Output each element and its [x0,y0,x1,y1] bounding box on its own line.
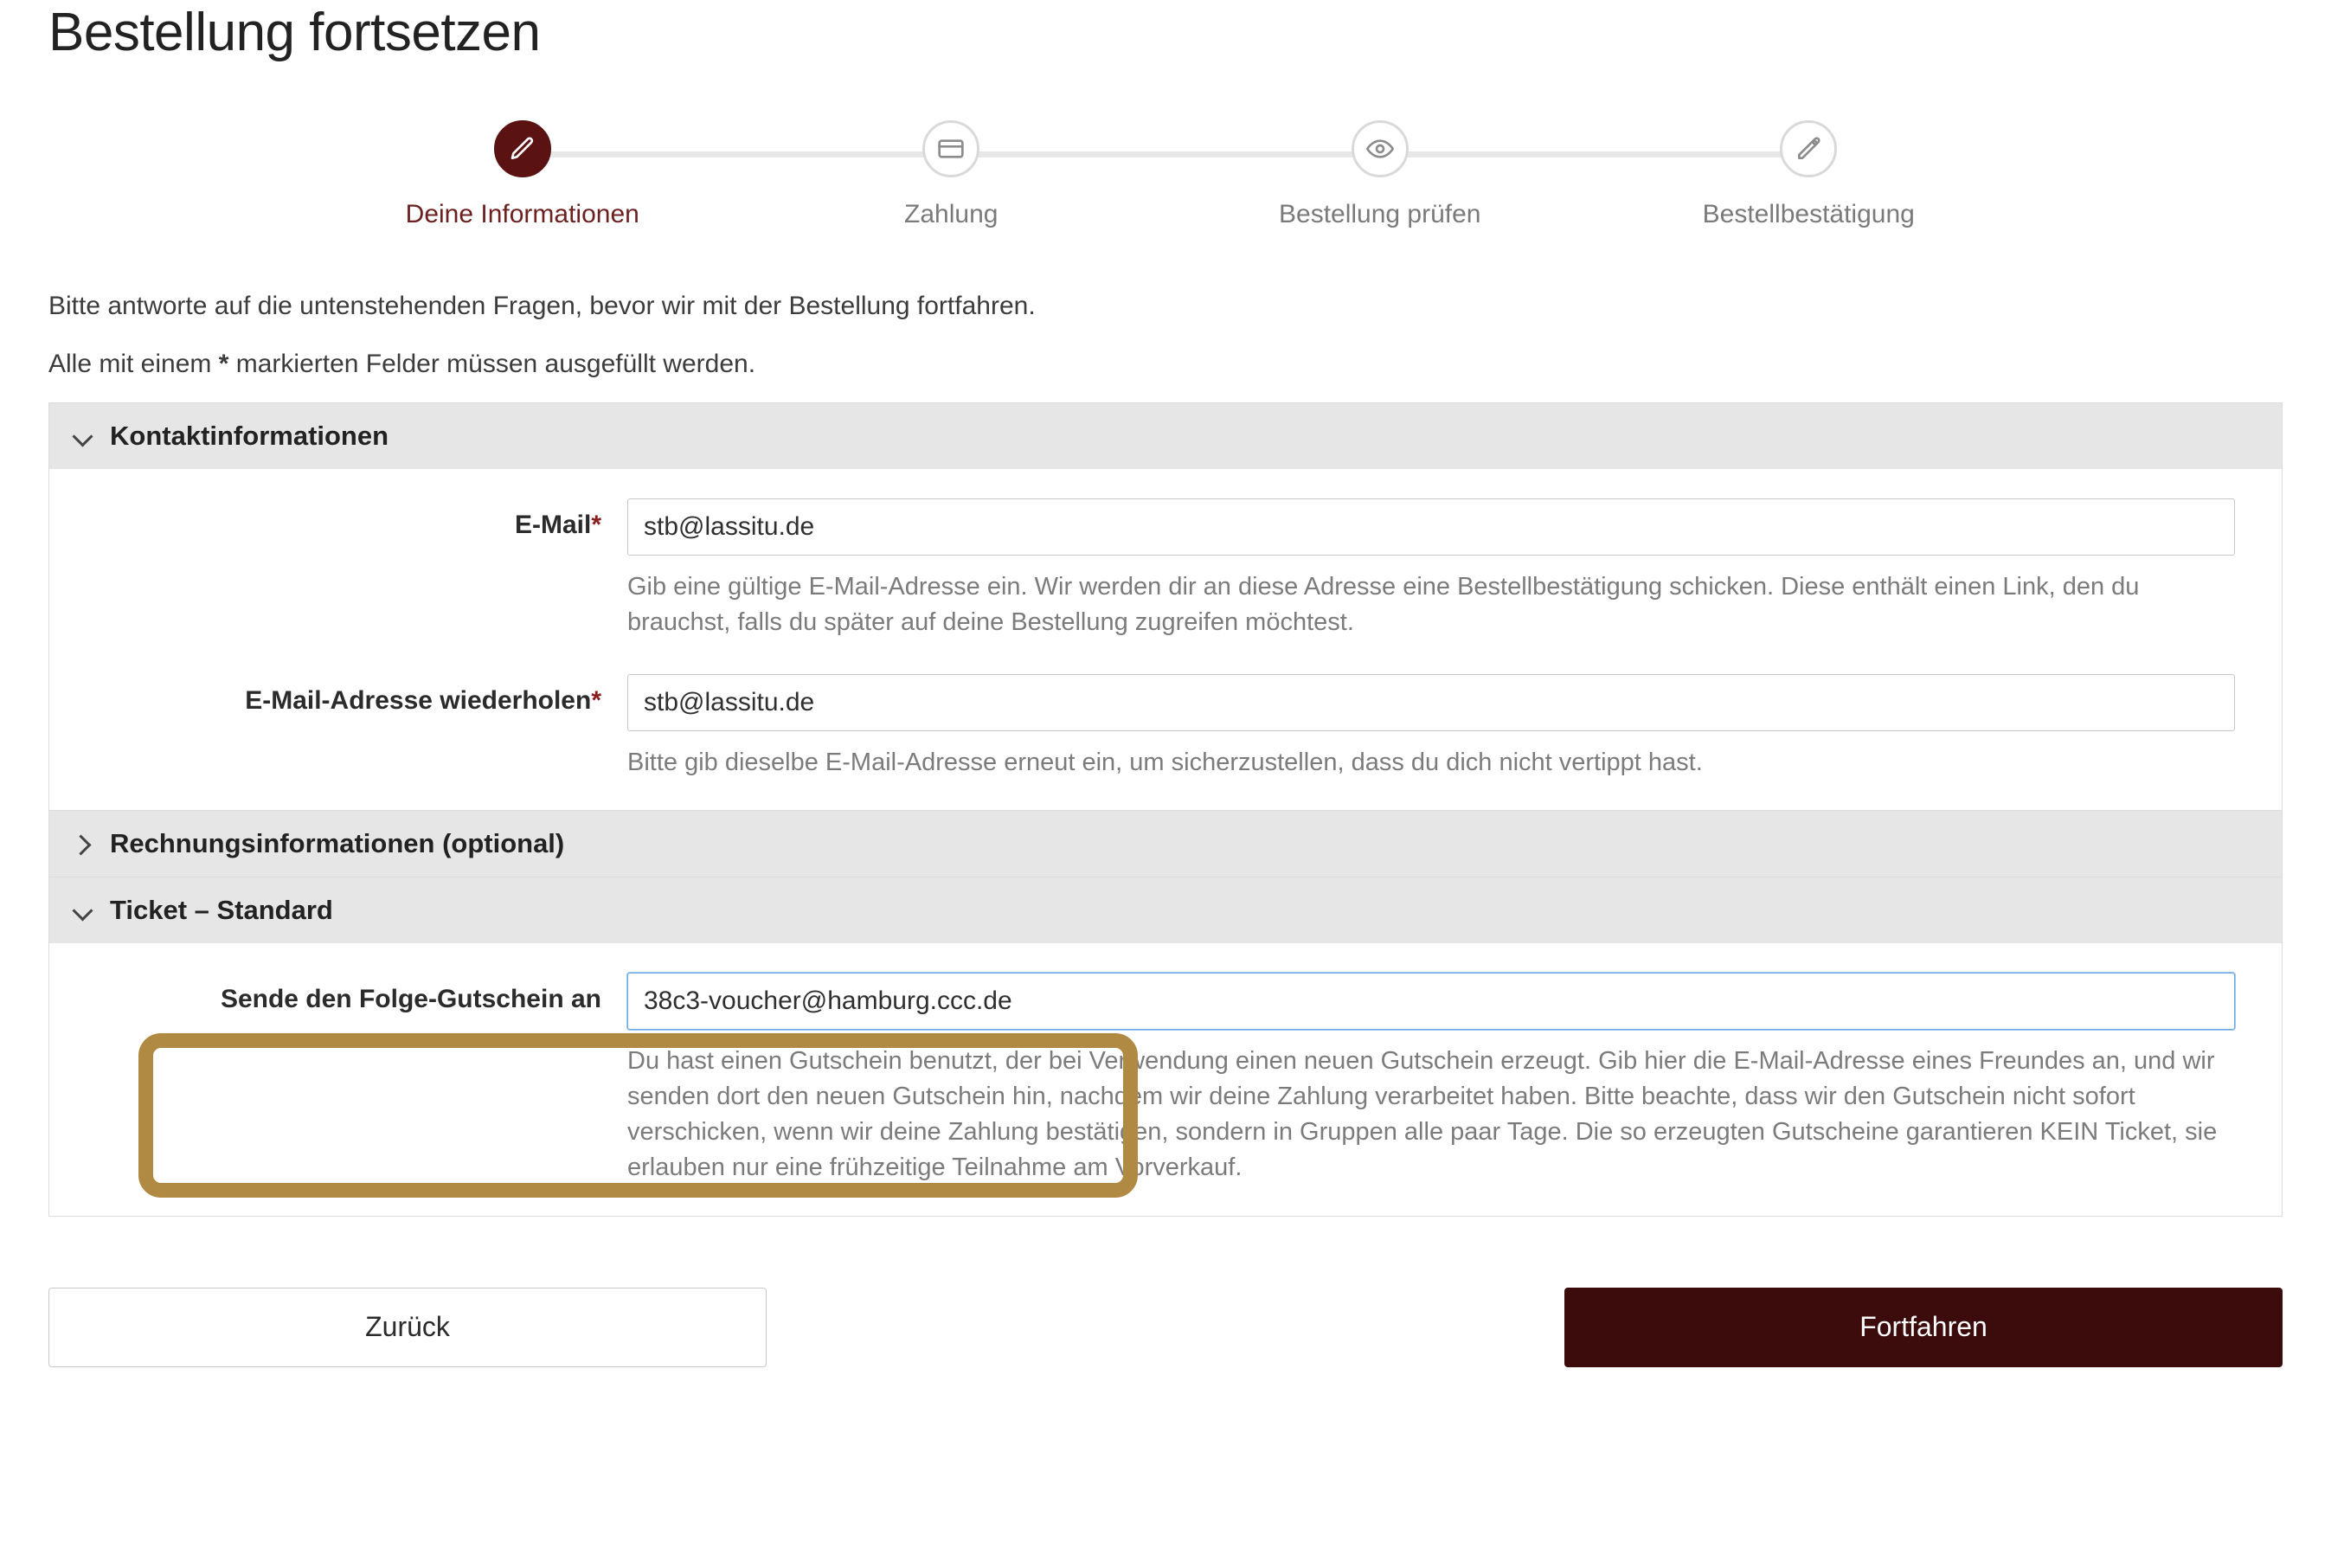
continue-button[interactable]: Fortfahren [1564,1288,2283,1367]
page-title: Bestellung fortsetzen [48,3,541,62]
email-help-text: Gib eine gültige E-Mail-Adresse ein. Wir werden dir an diese Adresse eine Bestellbestätigung schicken. Diese enthält einen Link, den du brauchst, falls du später auf deine Bestellung zugreifen möchtest. [627,573,2140,637]
section-header-kontaktinformationen[interactable] [49,403,2282,469]
chevron-down-icon [74,902,91,919]
field-email-repeat [49,674,2282,781]
chevron-down-icon [74,427,91,445]
step-zahlung[interactable] [737,120,1166,229]
step-deine-informationen[interactable] [308,120,737,229]
section-header-rechnungsinformationen[interactable] [49,811,2282,877]
section-title: Ticket – Standard [110,894,333,925]
required-asterisk: * [218,350,229,379]
required-asterisk: * [591,685,601,715]
step-label: Deine Informationen [405,200,639,229]
field-folge-gutschein [49,973,2282,1186]
label-text: E-Mail [514,511,592,540]
intro-line-1: Bitte antworte auf die untenstehenden Fragen, bevor wir mit der Bestellung fortfahren. [48,292,1036,321]
pencil-icon [494,120,551,177]
step-label: Bestellung prüfen [1279,200,1481,229]
voucher-email-input[interactable] [627,973,2235,1030]
intro-text [48,286,2283,383]
step-bestellbestaetigung[interactable] [1595,120,2024,229]
field-control-email-repeat [627,674,2257,781]
field-control-folge-gutschein [627,973,2257,1186]
field-label-folge-gutschein: Sende den Folge-Gutschein an [220,984,601,1013]
section-title: Kontaktinformationen [110,421,389,452]
section-body-kontaktinformationen [49,469,2282,810]
intro-line-2-after: markierten Felder müssen ausgefüllt werden. [228,350,756,379]
email-input[interactable] [627,498,2235,556]
back-button[interactable]: Zurück [48,1288,767,1367]
section-ticket-standard [48,877,2283,1217]
field-spacer [49,641,2282,674]
field-control-email [627,498,2257,640]
email-repeat-help-text: Bitte gib dieselbe E-Mail-Adresse erneut ein, um sicherzustellen, dass du dich nicht vertippt hast. [627,748,1703,776]
field-label-email [74,498,627,540]
field-email [49,498,2282,640]
step-label: Bestellbestätigung [1702,200,1915,229]
form-actions [48,1288,2283,1367]
step-bestellung-pruefen[interactable] [1166,120,1595,229]
intro-line-2 [48,344,2283,383]
credit-card-icon [922,120,979,177]
eye-icon [1352,120,1409,177]
section-kontaktinformationen [48,402,2283,810]
section-title: Rechnungsinformationen (optional) [110,827,565,858]
field-label-email-repeat [74,674,627,716]
section-header-ticket-standard[interactable] [49,877,2282,943]
chevron-right-icon [74,835,91,852]
step-label: Zahlung [904,200,999,229]
ticket-icon [1780,120,1837,177]
intro-line-2-before: Alle mit einem [48,350,219,379]
label-text: E-Mail-Adresse wiederholen [245,685,592,715]
voucher-help-text: Du hast einen Gutschein benutzt, der bei Verwendung einen neuen Gutschein erzeugt. Gib hier die E-Mail-Adresse eines Freundes an, und wir senden dort den neuen Gutschein hin, nachdem wir deine Zahlung verarbeitet haben. Bitte beachte, dass wir den Gutschein nicht sofort verschicken, wenn wir deine Zahlung bestätigen, sondern in Gruppen alle paar Tage. Die so erzeugten Gutscheine garantieren KEIN Ticket, sie erlauben nur eine frühzeitige Teilnahme am Vorverkauf. [627,1046,2218,1182]
section-body-ticket-standard [49,943,2282,1216]
email-repeat-input[interactable] [627,674,2235,731]
checkout-stepper [48,120,2283,259]
required-asterisk: * [591,511,601,540]
section-rechnungsinformationen [48,810,2283,877]
